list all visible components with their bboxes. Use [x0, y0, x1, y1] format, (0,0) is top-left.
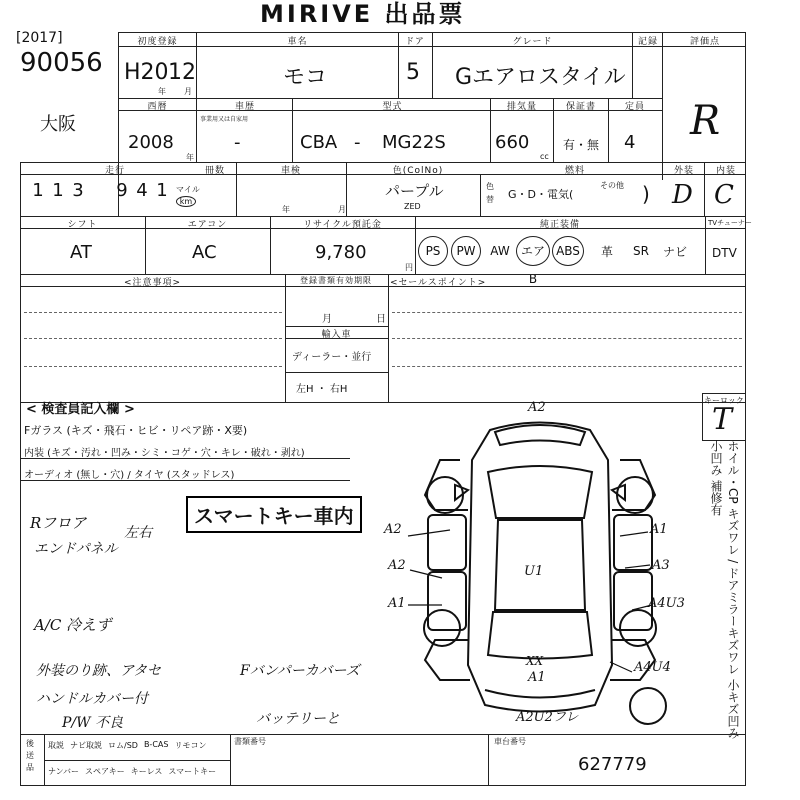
inspection-year-unit: 年 [282, 205, 290, 214]
inspection-month-unit: 月 [338, 205, 346, 214]
label-equipment: 純正装備 [539, 220, 580, 230]
note-battery: バッテリーと [256, 711, 340, 727]
color-value: パープル [385, 182, 444, 200]
label-sakaki: 冊数 [204, 166, 225, 176]
fuel-close-paren: ) [642, 182, 650, 206]
damage-mark: A2U2フレ [516, 710, 579, 725]
mileage-digit: 1 [32, 180, 44, 201]
other-fuel-label: その他 [600, 181, 624, 190]
label-inspection: 車検 [280, 166, 301, 176]
rental-note: 事業用又は自家用 [200, 116, 249, 123]
body-number: 627779 [578, 754, 647, 775]
mileage-digit: 3 [72, 180, 84, 201]
inspector-title: < 検査員記入欄 > [26, 402, 135, 417]
shift-value: AT [70, 242, 92, 263]
windshield [488, 466, 592, 518]
footer-item: ナビ取説 [70, 741, 102, 750]
footer-item: B-CAS [143, 740, 169, 749]
label-warranty: 保証書 [565, 102, 596, 112]
damage-mark: A2 [384, 522, 402, 537]
damage-leader [610, 662, 632, 672]
inspector-line-2: 内装 (キズ・汚れ・凹み・シミ・コゲ・穴・キレ・破れ・剥れ) [24, 448, 305, 459]
wheel-front-right [617, 477, 653, 513]
color-change-label: 色替 [486, 182, 494, 204]
equipment-item: 革 [600, 244, 613, 259]
exterior-grade: D [672, 180, 693, 210]
label-mileage: 走行 [104, 166, 125, 176]
right-front-door [614, 515, 652, 570]
mileage-digit: 1 [52, 180, 64, 201]
note-exterior-glue: 外装のり跡、アタセ [36, 663, 162, 679]
side-note: ホイル・CP キズワレ / ドアミラーキズワレ 小キズ凹み 小凹み 補修有 [709, 440, 740, 739]
steering-side: 左H ・ 右H [296, 384, 348, 395]
footer-row-1 [48, 740, 206, 751]
equipment-item: AW [490, 244, 510, 258]
western-year-unit: 年 [186, 153, 194, 162]
damage-mark: U1 [524, 564, 544, 579]
rear-bumper [485, 690, 595, 698]
equipment-dtv: DTV [712, 246, 737, 260]
footer-item: ロム/SD [108, 741, 138, 750]
equipment-item: PS [418, 236, 448, 266]
reg-expiry-month: 月 [322, 314, 332, 325]
smart-key-stamp: スマートキー車内 [186, 496, 362, 533]
damage-mark: XX [526, 654, 544, 668]
door-count: 5 [406, 60, 420, 85]
footer-item: スペアキー [85, 767, 125, 776]
dealer-parallel: ディーラー・並行 [292, 352, 372, 363]
left-rear-door [428, 572, 466, 630]
reg-expiry-day: 日 [376, 314, 386, 325]
note-rear-floor: Rフロア [30, 514, 87, 532]
recycle-value: 9,780 [315, 242, 367, 263]
note-end-panel: エンドパネル [34, 541, 118, 557]
footer-item: ナンバー [48, 767, 80, 776]
label-reg-expiry: 登録書類有効期限 [300, 276, 372, 285]
equipment-item: エアB [516, 236, 550, 266]
label-import-car: 輸入車 [321, 330, 352, 340]
label-exterior: 外装 [673, 166, 694, 176]
label-first-reg: 初度登録 [137, 37, 178, 47]
equipment-item: ABS [552, 236, 584, 266]
left-mirror [455, 485, 468, 500]
mileage-digit: 4 [136, 180, 148, 201]
year-tag: [2017] [16, 30, 63, 46]
mileage-digit: 9 [116, 180, 128, 201]
damage-mark: A1 [388, 596, 406, 611]
label-shift: シフト [67, 220, 98, 230]
right-rear-door [614, 572, 652, 630]
label-capacity: 定員 [624, 102, 645, 112]
logo: MIRIVE 出品票 [260, 0, 466, 28]
color-code: ZED [404, 202, 421, 211]
damage-leader [625, 565, 650, 568]
km-unit: km [176, 196, 196, 207]
vehicle-name: モコ [283, 65, 328, 90]
left-front-door [428, 515, 466, 570]
location: 大阪 [40, 114, 76, 135]
lot-number: 90056 [20, 48, 103, 78]
yen-unit: 円 [405, 263, 413, 272]
label-attachments: 後送品 [26, 739, 34, 772]
mileage-digits [28, 180, 172, 201]
note-pw-defect: P/W 不良 [62, 715, 123, 731]
label-history: 車歴 [234, 102, 255, 112]
first-reg-month-unit: 月 [184, 87, 192, 96]
model-code: MG22S [382, 132, 446, 153]
damage-mark: A2 [388, 558, 406, 573]
label-grade: グレード [512, 37, 553, 47]
label-navi-tuner: TVチューナー [708, 219, 752, 227]
label-kiroku: 記録 [637, 37, 658, 47]
displacement-value: 660 [495, 132, 530, 153]
inspector-line-1: Fガラス (キズ・飛石・ヒビ・リペア跡・X要) [24, 424, 248, 437]
model-dash: - [354, 132, 361, 153]
wheel-spare [630, 688, 666, 724]
aircon-value: AC [192, 242, 217, 263]
right-mirror [612, 485, 625, 500]
fuel-detail: G・D・電気( [508, 188, 574, 201]
label-door: ドア [405, 37, 425, 47]
label-model: 型式 [382, 102, 403, 112]
mileage-digit: 1 [156, 180, 168, 201]
evaluation-score: R [690, 98, 721, 144]
damage-mark: A1 [650, 522, 668, 537]
damage-mark: A4U4 [634, 660, 671, 675]
damage-mark: A4U3 [648, 596, 685, 611]
footer-item: スマートキー [168, 767, 217, 776]
damage-mark: A2 [528, 400, 546, 415]
note-f-bumper: Fバンパーカバーズ [240, 663, 360, 679]
first-reg-month: 12 [168, 60, 196, 85]
first-reg-year-unit: 年 [158, 87, 166, 96]
history-value: - [234, 132, 241, 153]
equipment-item: ナビ [662, 244, 687, 259]
label-western: 西暦 [147, 102, 168, 112]
first-reg-value: H20 [124, 60, 169, 85]
label-interior: 内装 [715, 166, 736, 176]
note-handle-cover: ハンドルカバー付 [36, 691, 148, 707]
inspector-line-3: オーディオ (無し・穴) / タイヤ (スタッドレス) [24, 470, 235, 481]
grade-value: Gエアロスタイル [455, 65, 626, 90]
interior-grade: C [714, 180, 734, 210]
label-aircon: エアコン [187, 220, 228, 230]
equipment-item: PW [451, 236, 481, 266]
rear-window [488, 612, 592, 659]
label-notes: <注意事項> [123, 278, 182, 288]
label-recycle: リサイクル預託金 [303, 220, 382, 230]
label-displacement: 排気量 [506, 102, 537, 112]
note-left-right: 左右 [124, 525, 152, 541]
damage-mark: A1 [528, 670, 546, 685]
footer-item: リモコン [174, 741, 207, 750]
label-body-no: 車台番号 [494, 737, 526, 746]
western-year: 2008 [128, 132, 174, 153]
label-eval: 評価点 [689, 37, 720, 47]
footer-row-2 [48, 766, 216, 777]
model-prefix: CBA [300, 132, 338, 153]
damage-mark: A3 [652, 558, 670, 573]
label-name: 車名 [287, 37, 308, 47]
warranty-value: 有・無 [563, 138, 600, 152]
front-bumper [495, 425, 585, 445]
label-color: 色(ColNo) [392, 166, 444, 176]
wheel-front-left [427, 477, 463, 513]
cc-unit: cc [540, 152, 549, 161]
label-sales-point: <セールスポイント> [390, 278, 487, 288]
label-doc-no: 書類番号 [234, 737, 266, 746]
label-fuel: 燃料 [564, 166, 585, 176]
label-key-lock: キーロック [704, 396, 744, 405]
capacity-value: 4 [624, 132, 636, 153]
note-ac-not-cold: A/C 冷えず [34, 616, 112, 634]
footer-item: キーレス [130, 767, 163, 776]
damage-leader [620, 532, 648, 536]
key-lock-value: T [712, 402, 733, 437]
footer-item: 取説 [48, 741, 64, 750]
mile-unit: マイル [176, 185, 200, 194]
equipment-item: SR [633, 244, 649, 258]
